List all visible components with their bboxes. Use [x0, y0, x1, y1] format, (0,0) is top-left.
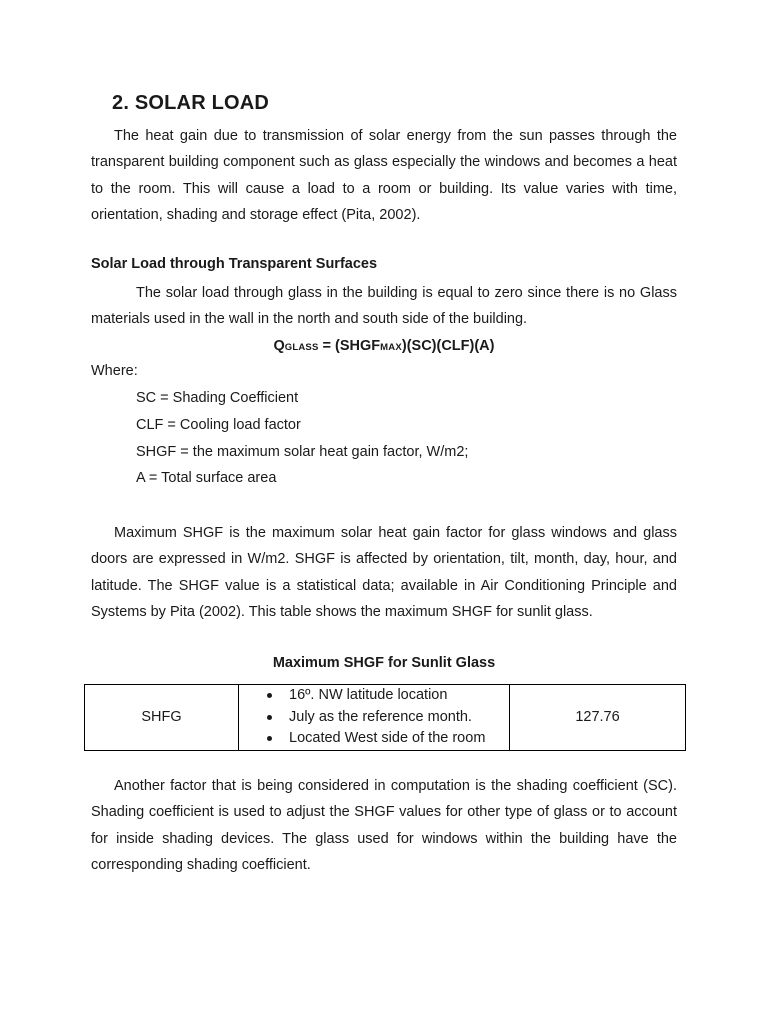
definition-item: SC = Shading Coefficient [136, 390, 299, 406]
condition-item: 16º. NW latitude location [289, 685, 509, 707]
formula-glass-subscript: GLASS [284, 342, 319, 353]
intro-paragraph: The heat gain due to transmission of solar energy from the sun passes through the transparent building component such as glass especially the windows and becomes a heat to the room. This will cause a load to a room or building. Its value varies with time, orientation, shading and storage effect (Pita, 2002). [91, 128, 677, 223]
shgf-table [84, 684, 686, 751]
shading-coefficient-paragraph: Another factor that is being considered in computation is the shading coefficient (SC). Shading coefficient is used to adjust the SHGF values for other type of glass or to account for inside shading devices. The glass used for windows within the building have the corresponding shading coefficient. [91, 778, 677, 873]
where-label: Where: [91, 363, 138, 379]
definition-item: A = Total surface area [136, 470, 277, 487]
definition-item: SHGF = the maximum solar heat gain factor, W/m2; [136, 443, 469, 460]
formula-q: Q [273, 338, 285, 354]
subsection-heading: Solar Load through Transparent Surfaces [91, 256, 378, 272]
formula-shgf: = (SHGF [318, 338, 381, 354]
condition-item: July as the reference month. [289, 707, 509, 729]
definition-item: CLF = Cooling load factor [136, 416, 301, 433]
formula-rest: )(SC)(CLF)(A) [401, 338, 495, 354]
formula-max-subscript: MAX [380, 342, 402, 353]
table-caption: Maximum SHGF for Sunlit Glass [272, 655, 496, 671]
conditions-list [239, 685, 509, 750]
glass-paragraph: The solar load through glass in the building is equal to zero since there is no Glass materials used in the wall in the north and south side of the building. [91, 285, 677, 328]
table-cell-conditions [239, 685, 510, 751]
table-cell-value: 127.76 [510, 685, 686, 751]
solar-load-formula [91, 333, 677, 361]
definitions-list [136, 385, 468, 492]
table-cell-label: SHFG [85, 685, 239, 751]
table-row [85, 685, 686, 751]
section-heading: 2. SOLAR LOAD [112, 92, 270, 114]
condition-item: Located West side of the room [289, 728, 509, 750]
shgf-paragraph: Maximum SHGF is the maximum solar heat gain factor for glass windows and glass doors are expressed in W/m2. SHGF is affected by orientation, tilt, month, day, hour, and latitude. The SHGF value is a statistical data; available in Air Conditioning Principle and Systems by Pita (2002). This table shows the maximum SHGF for sunlit glass. [91, 525, 677, 620]
